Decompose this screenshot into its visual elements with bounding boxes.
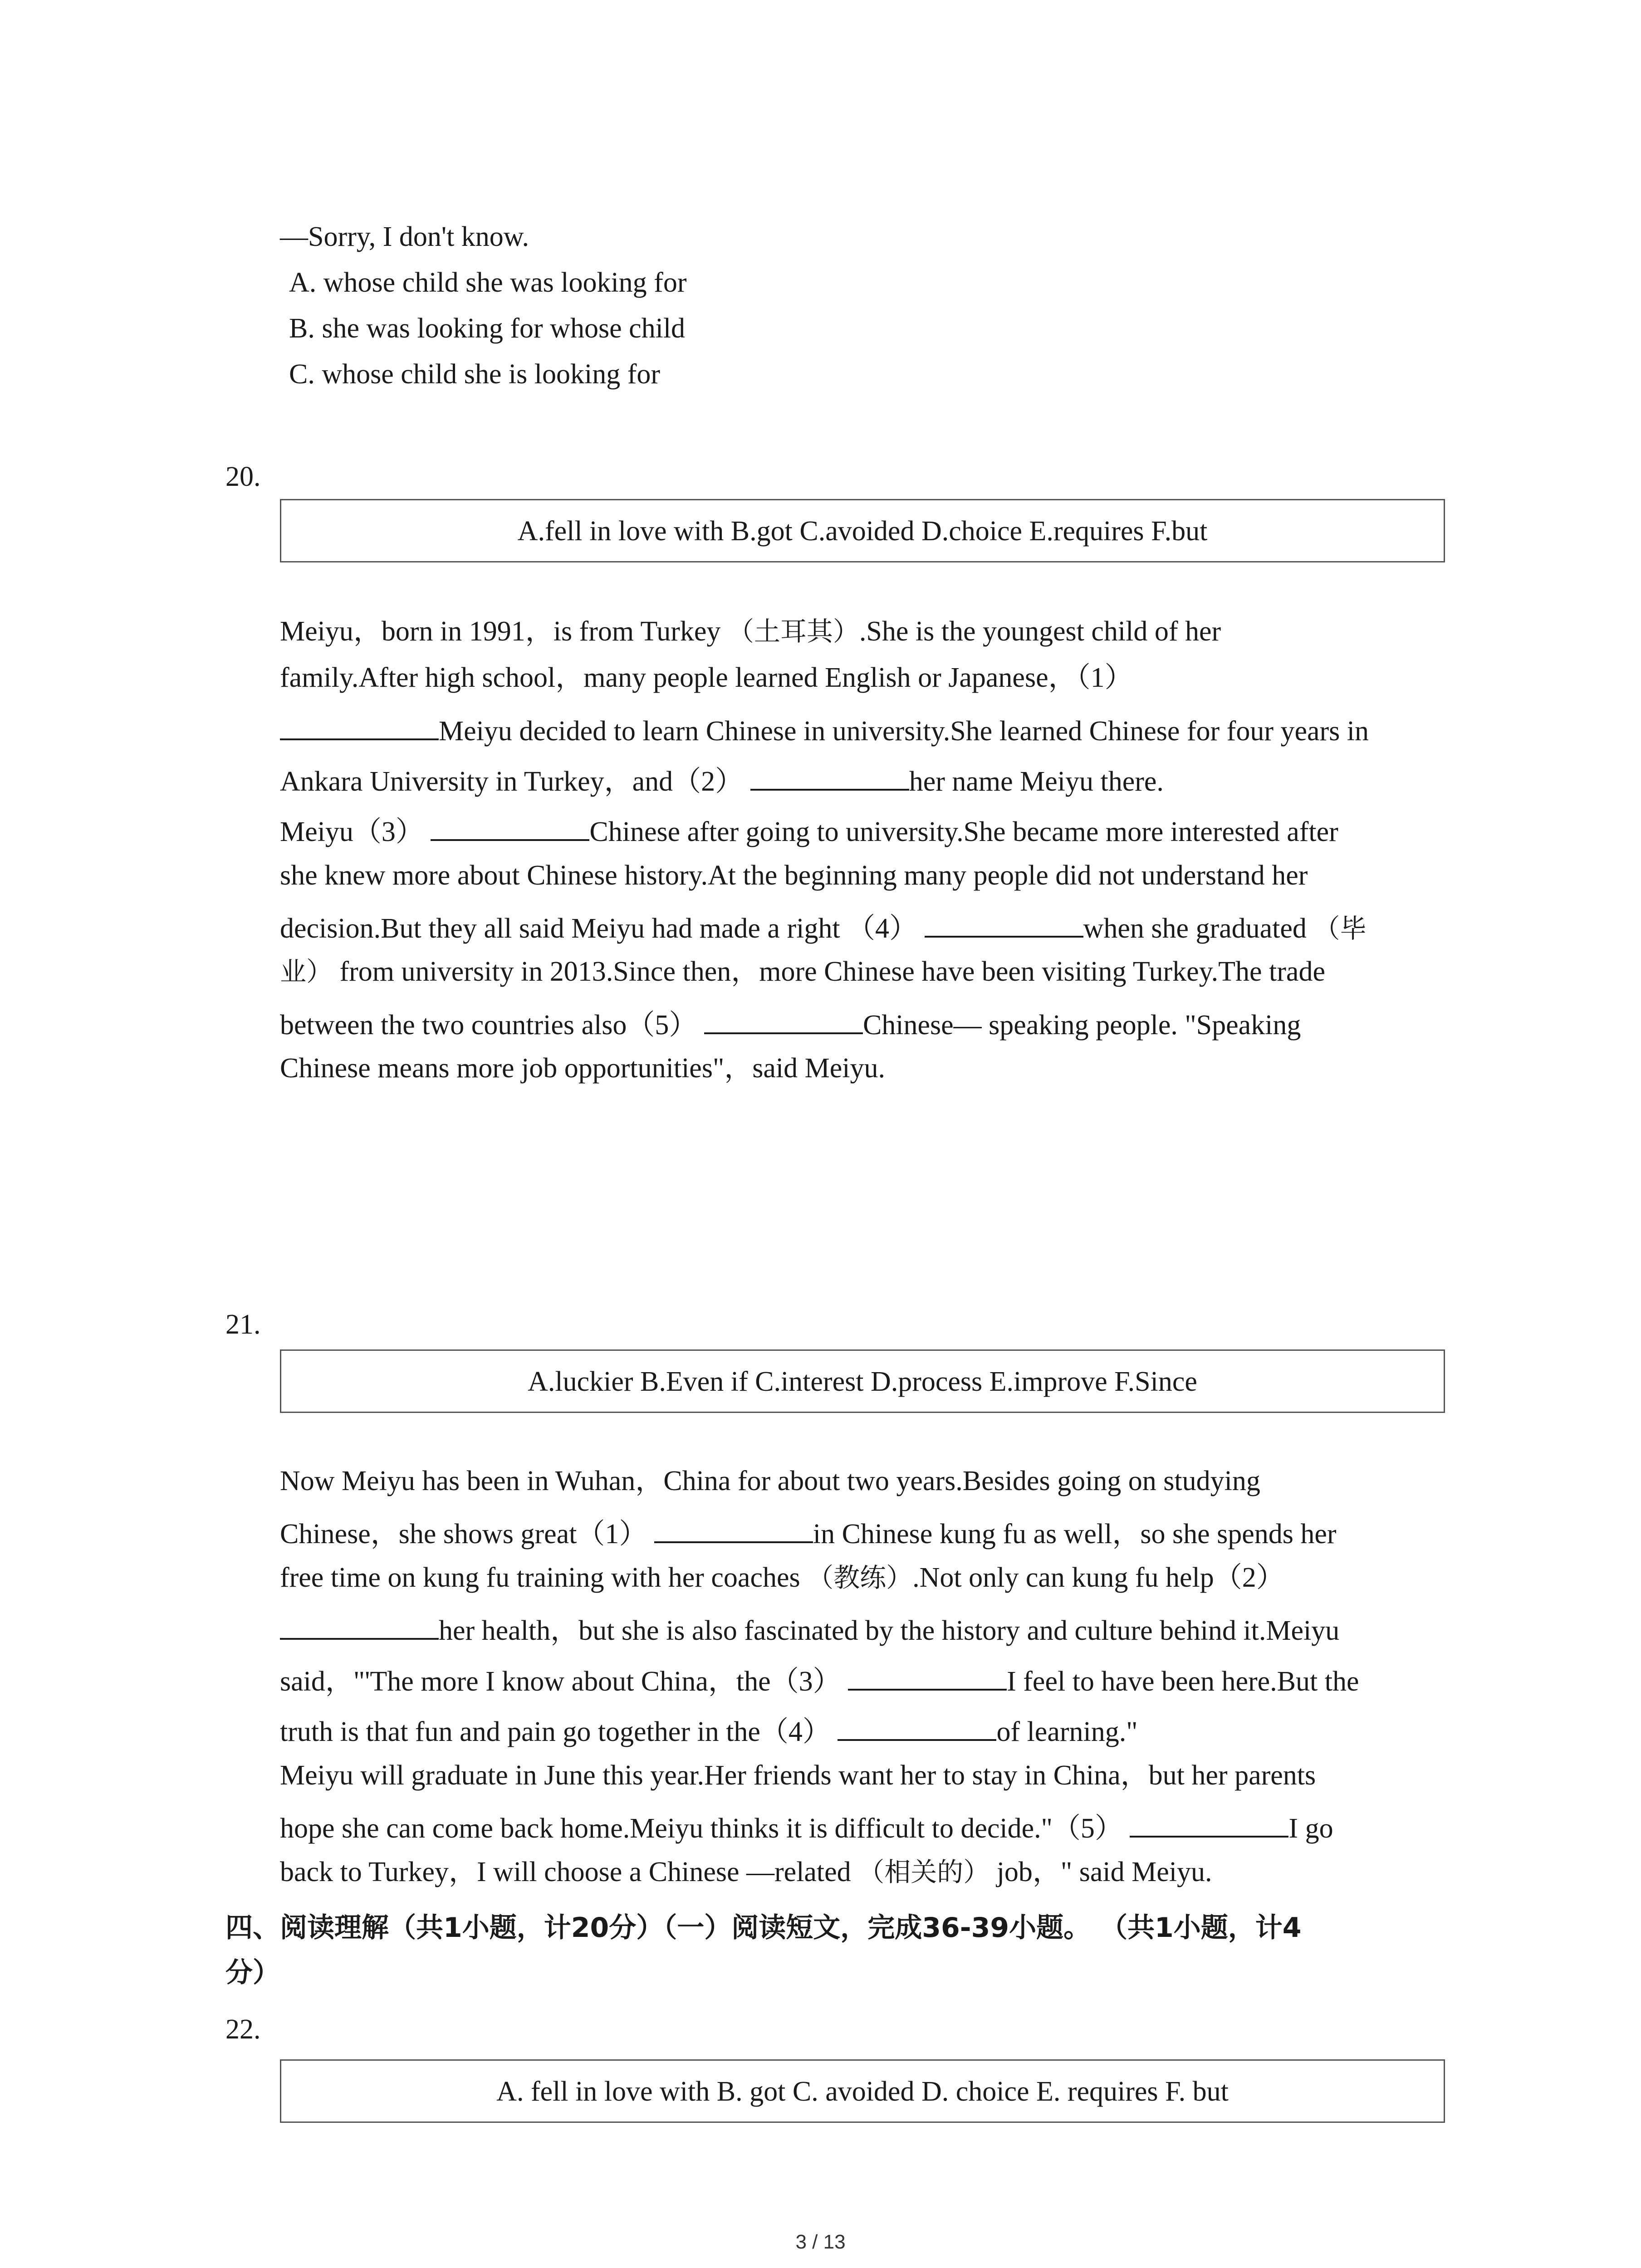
q21-blank-1[interactable] (654, 1514, 813, 1543)
q21-line-1: Now Meiyu has been in Wuhan，China for about two years.Besides going on studying (280, 1466, 1260, 1496)
q21-line-7: Meiyu will graduate in June this year.Her friends want her to stay in China，but her parents (280, 1760, 1316, 1791)
q21-text: hope she can come back home.Meiyu thinks it is difficult to decide."（5） (280, 1813, 1123, 1844)
q20-cn-gloss: 业） (280, 956, 333, 987)
q20-blank-1[interactable] (280, 711, 439, 740)
q19-option-c: C. whose child she is looking for (289, 359, 660, 390)
q20-text: when she graduated (1083, 913, 1307, 944)
page-number: 3 / 13 (795, 2231, 846, 2253)
q21-line-4 (280, 1611, 1339, 1648)
q20-text: Meiyu decided to learn Chinese in university.She learned Chinese for four years in (439, 716, 1369, 747)
q21-text: truth is that fun and pain go together in the（4） (280, 1716, 831, 1747)
q20-line-3 (280, 711, 1369, 748)
q20-word-box: A.fell in love with B.got C.avoided D.choice E.requires F.but (280, 499, 1445, 562)
section-heading-cont: 分） (225, 1957, 280, 1989)
q21-line-6 (280, 1712, 1138, 1749)
q21-text: her health，but she is also fascinated by the history and culture behind it.Meiyu (439, 1615, 1340, 1646)
q21-text: free time on kung fu training with her coaches (280, 1562, 800, 1593)
q21-blank-2[interactable] (280, 1611, 439, 1640)
q21-text: I feel to have been here.But the (1007, 1666, 1359, 1697)
q20-text: Chinese after going to university.She became more interested after (589, 816, 1338, 847)
q21-blank-3[interactable] (848, 1662, 1007, 1691)
q21-blank-5[interactable] (1130, 1809, 1288, 1838)
q21-cn-gloss: （相关的） (858, 1857, 990, 1887)
q20-blank-4[interactable] (925, 909, 1083, 938)
q20-text: Meiyu，born in 1991，is from Turkey (280, 616, 721, 647)
q20-blank-3[interactable] (431, 812, 589, 841)
q21-text: said，"'The more I know about China，the（3） (280, 1666, 841, 1697)
q20-line-9 (280, 1005, 1301, 1042)
q21-text: Chinese，she shows great（1） (280, 1519, 647, 1549)
q21-number: 21. (225, 1309, 261, 1340)
q20-line-2: family.After high school，many people learned English or Japanese，（1） (280, 662, 1133, 693)
q21-text: I go (1288, 1813, 1333, 1844)
q19-option-b: B. she was looking for whose child (289, 313, 686, 344)
q20-text: from university in 2013.Since then，more Chinese have been visiting Turkey.The trade (333, 956, 1325, 987)
q21-line-8 (280, 1809, 1333, 1846)
q21-cn-gloss: （教练） (807, 1562, 913, 1593)
section-heading: 四、阅读理解（共1小题，计20分）（一）阅读短文，完成36-39小题。 （共1小题，计4 (225, 1912, 1302, 1944)
q21-line-9 (280, 1855, 1212, 1889)
q21-text: of learning." (996, 1716, 1138, 1747)
q22-number: 22. (225, 2014, 261, 2045)
q20-text: decision.But they all said Meiyu had made a right （4） (280, 913, 918, 944)
q20-text: her name Meiyu there. (909, 766, 1164, 797)
q20-blank-5[interactable] (704, 1005, 863, 1034)
q20-line-4 (280, 762, 1164, 799)
q20-blank-2[interactable] (750, 762, 909, 791)
q21-line-3 (280, 1560, 1284, 1595)
q20-text: Chinese— speaking people. "Speaking (862, 1010, 1301, 1041)
q20-line-10: Chinese means more job opportunities"，said Meiyu. (280, 1053, 885, 1084)
q20-line-8 (280, 954, 1325, 989)
q21-line-5 (280, 1662, 1359, 1699)
q21-text: job，" said Meiyu. (989, 1857, 1212, 1887)
q19-reply: —Sorry, I don't know. (280, 221, 529, 252)
q22-word-box: A. fell in love with B. got C. avoided D. choice E. requires F. but (280, 2059, 1445, 2123)
q20-text: Meiyu（3） (280, 816, 424, 847)
q20-line-6: she knew more about Chinese history.At the beginning many people did not understand her (280, 860, 1308, 891)
q21-text: back to Turkey，I will choose a Chinese —related (280, 1857, 851, 1887)
q21-line-2 (280, 1514, 1337, 1551)
q20-line-1 (280, 614, 1221, 649)
q20-text: between the two countries also（5） (280, 1010, 697, 1041)
q20-text: .She is the youngest child of her (859, 616, 1221, 647)
q20-cn-gloss: （毕 (1313, 913, 1367, 944)
q21-text: .Not only can kung fu help（2） (912, 1562, 1284, 1593)
q20-line-7 (280, 909, 1366, 946)
q21-word-box: A.luckier B.Even if C.interest D.process E.improve F.Since (280, 1349, 1445, 1413)
q21-text: in Chinese kung fu as well，so she spends her (813, 1519, 1337, 1549)
q20-number: 20. (225, 461, 261, 492)
q20-line-5 (280, 812, 1338, 849)
q20-cn-gloss: （土耳其） (727, 616, 859, 647)
q19-option-a: A. whose child she was looking for (289, 267, 687, 298)
q20-text: Ankara University in Turkey，and（2） (280, 766, 744, 797)
q21-blank-4[interactable] (838, 1712, 996, 1741)
